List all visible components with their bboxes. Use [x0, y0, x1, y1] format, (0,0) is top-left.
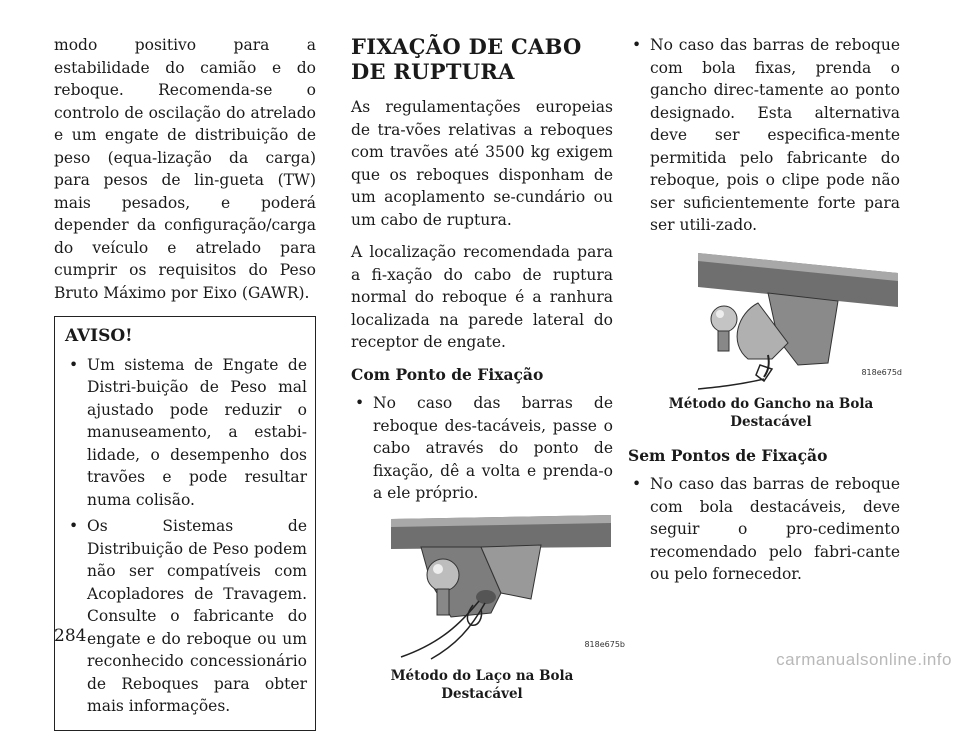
tow-bar-loop-illustration	[391, 513, 611, 663]
column-right	[628, 34, 900, 590]
figure-caption: Método do Gancho na Bola Destacável	[668, 395, 874, 430]
warning-box	[54, 316, 316, 731]
figure-hook-method	[698, 243, 900, 391]
column-left	[54, 34, 316, 731]
location-paragraph: A localização recomendada para a fi-xação do cabo de ruptura normal do reboque é a ranhura localizada na parede lateral do receptor de engate.	[351, 243, 613, 351]
page-number: 284	[54, 626, 87, 646]
with-point-list	[351, 392, 613, 505]
column-middle	[351, 34, 625, 703]
list-item: • No caso das barras de reboque com bola destacáveis, deve seguir o pro-cedimento recomendado pelo fabri-cante ou pelo fornecedor.	[628, 473, 900, 586]
warning-item: • Um sistema de Engate de Distri-buição de Peso mal ajustado pode reduzir o manuseamento, a estabi-lidade, o desempenho dos travões e pode resultar numa colisão.	[65, 354, 307, 512]
subheading-without-point: Sem Pontos de Fixação	[628, 445, 828, 465]
warning-title: AVISO!	[65, 326, 133, 346]
section-title: FIXAÇÃO DE CABO DE RUPTURA	[351, 34, 582, 84]
regulation-paragraph: As regulamentações europeias de tra-vões relativas a reboques com travões até 3500 kg exigem que os reboques disponham de um acoplamento se-cundário ou um cabo de ruptura.	[351, 98, 613, 229]
without-point-list	[628, 473, 900, 586]
watermark: carmanualsonline.info	[776, 650, 952, 669]
subheading-with-point: Com Ponto de Fixação	[351, 364, 544, 384]
warning-item: • Os Sistemas de Distribuição de Peso podem não ser compatíveis com Acopladores de Travagem. Consulte o fabricante do engate e do reboque ou um reconhecido concessionário de Reboques para obter mais informações.	[65, 515, 307, 718]
list-item: • No caso das barras de reboque des-tacáveis, passe o cabo através do ponto de fixação, dê a volta e prenda-o a ele próprio.	[351, 392, 613, 505]
figure-code: 818e675b	[584, 640, 625, 649]
list-item: • No caso das barras de reboque com bola fixas, prenda o gancho direc-tamente ao ponto designado. Esta alternativa deve ser especifica-mente permitida pelo fabricante do reboque, pois o clipe pode não ser suficientemente forte para ser utili-zado.	[628, 34, 900, 237]
figure-code: 818e675d	[861, 368, 902, 377]
figure-caption: Método do Laço na Bola Destacável	[390, 667, 574, 702]
figure-loop-method	[391, 513, 625, 663]
warning-list	[65, 354, 307, 718]
intro-paragraph: modo positivo para a estabilidade do camião e do reboque. Recomenda-se o controlo de oscilação do atrelado e um engate de distribuição de peso (equa-lização da carga) para pesos de lin-gueta (TW) mais pesados, e poderá depender da configuração/carga do veículo e atrelado para cumprir os requisitos do Peso Bruto Máximo por Eixo (GAWR).	[54, 36, 316, 302]
fixed-ball-list	[628, 34, 900, 237]
